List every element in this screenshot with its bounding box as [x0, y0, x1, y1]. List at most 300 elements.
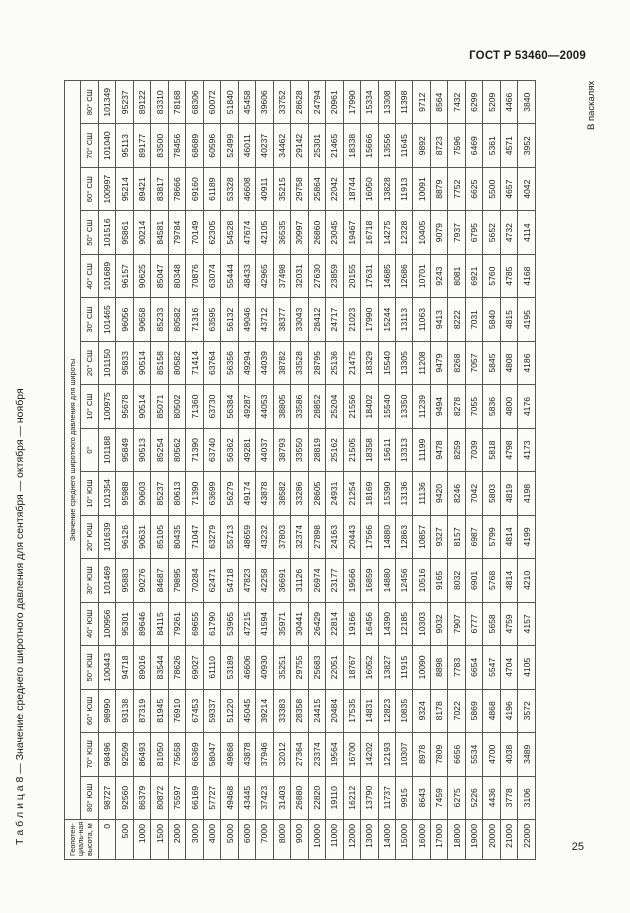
table-row [238, 81, 255, 860]
pressure-cell: 8879 [430, 167, 447, 210]
pressure-cell: 56384 [221, 385, 238, 428]
pressure-cell: 21254 [343, 472, 360, 515]
table-row [116, 81, 133, 860]
pressure-cell: 18169 [361, 472, 378, 515]
pressure-cell: 84581 [151, 211, 168, 254]
pressure-cell: 23045 [326, 211, 343, 254]
pressure-cell: 7907 [448, 602, 465, 645]
pressure-cell: 8564 [430, 81, 447, 125]
table-row [413, 81, 430, 860]
pressure-cell: 84687 [151, 559, 168, 602]
pressure-cell: 49294 [238, 341, 255, 384]
pressure-cell: 16700 [343, 733, 360, 776]
pressure-cell: 27898 [308, 515, 325, 558]
pressure-cell: 90514 [133, 385, 150, 428]
pressure-cell: 19564 [326, 733, 343, 776]
pressure-cell: 80348 [168, 254, 185, 297]
pressure-cell: 96157 [116, 254, 133, 297]
pressure-cell: 7039 [465, 428, 482, 471]
pressure-cell: 14202 [361, 733, 378, 776]
pressure-cell: 12823 [378, 689, 395, 732]
pressure-cell: 85158 [151, 341, 168, 384]
pressure-cell: 11645 [395, 124, 412, 167]
pressure-cell: 4657 [500, 167, 517, 210]
latitude-column-header: 80° ЮШ [81, 776, 99, 819]
pressure-cell: 49468 [221, 776, 238, 819]
pressure-cell: 16050 [361, 167, 378, 210]
pressure-cell: 3778 [500, 776, 517, 819]
pressure-cell: 46608 [238, 167, 255, 210]
pressure-cell: 28795 [308, 341, 325, 384]
pressure-cell: 22814 [326, 602, 343, 645]
pressure-cell: 40911 [256, 167, 273, 210]
pressure-cell: 98727 [99, 776, 116, 819]
table-row [448, 81, 465, 860]
pressure-cell: 4186 [518, 341, 536, 384]
pressure-cell: 13305 [395, 341, 412, 384]
pressure-cell: 16718 [361, 211, 378, 254]
pressure-cell: 55444 [221, 254, 238, 297]
pressure-cell: 28628 [291, 81, 308, 125]
pressure-cell: 53965 [221, 602, 238, 645]
pressure-cell: 22042 [326, 167, 343, 210]
pressure-cell: 4798 [500, 428, 517, 471]
pressure-cell: 28358 [291, 689, 308, 732]
table-row [518, 81, 536, 860]
pressure-cell: 19566 [343, 559, 360, 602]
altitude-cell: 14000 [378, 820, 395, 860]
latitude-column-header: 30° ЮШ [81, 559, 99, 602]
pressure-cell: 6901 [465, 559, 482, 602]
pressure-cell: 101188 [99, 428, 116, 471]
pressure-cell: 23374 [308, 733, 325, 776]
pressure-cell: 95988 [116, 472, 133, 515]
pressure-cell: 90658 [133, 298, 150, 341]
latitude-column-header: 20° ЮШ [81, 515, 99, 558]
pressure-cell: 4173 [518, 428, 536, 471]
pressure-cell: 14880 [378, 559, 395, 602]
pressure-cell: 35215 [273, 167, 290, 210]
pressure-cell: 90603 [133, 472, 150, 515]
pressure-cell: 101639 [99, 515, 116, 558]
pressure-cell: 85047 [151, 254, 168, 297]
latitude-column-header: 70° ЮШ [81, 733, 99, 776]
pressure-cell: 33752 [273, 81, 290, 125]
pressure-cell: 45458 [238, 81, 255, 125]
pressure-cell: 39214 [256, 689, 273, 732]
pressure-cell: 21465 [326, 124, 343, 167]
table-row [326, 81, 343, 860]
pressure-cell: 9032 [430, 602, 447, 645]
pressure-cell: 30441 [291, 602, 308, 645]
latitude-column-header: 60° ЮШ [81, 689, 99, 732]
table-row [395, 81, 412, 860]
pressure-cell: 15244 [378, 298, 395, 341]
pressure-cell: 76910 [168, 689, 185, 732]
pressure-cell: 4210 [518, 559, 536, 602]
pressure-cell: 98990 [99, 689, 116, 732]
pressure-cell: 12185 [395, 602, 412, 645]
pressure-cell: 63740 [203, 428, 220, 471]
pressure-cell: 69160 [186, 167, 203, 210]
table-row [221, 81, 238, 860]
altitude-cell: 16000 [413, 820, 430, 860]
pressure-cell: 37498 [273, 254, 290, 297]
pressure-cell: 5836 [483, 385, 500, 428]
pressure-cell: 10307 [395, 733, 412, 776]
pressure-cell: 6625 [465, 167, 482, 210]
pressure-cell: 7031 [465, 298, 482, 341]
table-row [168, 81, 185, 860]
pressure-cell: 9079 [430, 211, 447, 254]
pressure-cell: 5226 [465, 776, 482, 819]
pressure-cell: 4868 [483, 689, 500, 732]
pressure-cell: 10835 [395, 689, 412, 732]
pressure-cell: 59337 [203, 689, 220, 732]
latitude-column-header: 10° СШ [81, 385, 99, 428]
pressure-cell: 8081 [448, 254, 465, 297]
pressure-cell: 28412 [308, 298, 325, 341]
pressure-cell: 54528 [221, 211, 238, 254]
pressure-cell: 4042 [518, 167, 536, 210]
latitude-column-header: 40° СШ [81, 254, 99, 297]
pressure-cell: 33528 [291, 341, 308, 384]
pressure-cell: 60596 [203, 124, 220, 167]
pressure-cell: 52499 [221, 124, 238, 167]
latitude-column-header: 0° [81, 428, 99, 471]
pressure-cell: 38793 [273, 428, 290, 471]
pressure-cell: 16456 [361, 602, 378, 645]
pressure-cell: 4571 [500, 124, 517, 167]
pressure-cell: 71390 [186, 472, 203, 515]
pressure-cell: 4732 [500, 211, 517, 254]
pressure-cell: 46606 [238, 646, 255, 689]
pressure-cell: 3840 [518, 81, 536, 125]
pressure-cell: 89177 [133, 124, 150, 167]
pressure-cell: 61110 [203, 646, 220, 689]
pressure-cell: 30997 [291, 211, 308, 254]
pressure-cell: 8157 [448, 515, 465, 558]
pressure-cell: 54718 [221, 559, 238, 602]
table-row [291, 81, 308, 860]
pressure-cell: 32012 [273, 733, 290, 776]
pressure-cell: 26974 [308, 559, 325, 602]
pressure-cell: 10701 [413, 254, 430, 297]
pressure-cell: 7055 [465, 385, 482, 428]
pressure-cell: 86379 [133, 776, 150, 819]
pressure-cell: 25301 [308, 124, 325, 167]
pressure-cell: 27630 [308, 254, 325, 297]
altitude-cell: 3000 [186, 820, 203, 860]
pressure-cell: 14275 [378, 211, 395, 254]
pressure-cell: 20155 [343, 254, 360, 297]
pressure-cell: 93138 [116, 689, 133, 732]
pressure-cell: 8178 [430, 689, 447, 732]
page-number: 25 [571, 841, 584, 853]
pressure-cell: 3489 [518, 733, 536, 776]
pressure-cell: 4819 [500, 472, 517, 515]
pressure-cell: 36691 [273, 559, 290, 602]
pressure-cell: 85237 [151, 472, 168, 515]
table-row [465, 81, 482, 860]
pressure-cell: 18329 [361, 341, 378, 384]
table-row [203, 81, 220, 860]
pressure-cell: 24717 [326, 298, 343, 341]
altitude-header: Геопотен-циаль-ная высота, м [65, 820, 99, 860]
pressure-cell: 90276 [133, 559, 150, 602]
pressure-cell: 9324 [413, 689, 430, 732]
pressure-cell: 39606 [256, 81, 273, 125]
pressure-cell: 4105 [518, 646, 536, 689]
pressure-cell: 87319 [133, 689, 150, 732]
pressure-cell: 8259 [448, 428, 465, 471]
pressure-cell: 8278 [448, 385, 465, 428]
pressure-cell: 83817 [151, 167, 168, 210]
pressure-cell: 81050 [151, 733, 168, 776]
pressure-cell: 11398 [395, 81, 412, 125]
pressure-cell: 22820 [308, 776, 325, 819]
pressure-cell: 4815 [500, 298, 517, 341]
altitude-cell: 8000 [273, 820, 290, 860]
pressure-cell: 43445 [238, 776, 255, 819]
pressure-cell: 15334 [361, 81, 378, 125]
units-note: В паскалях [586, 80, 597, 130]
pressure-cell: 15390 [378, 472, 395, 515]
pressure-cell: 85233 [151, 298, 168, 341]
pressure-cell: 90625 [133, 254, 150, 297]
pressure-cell: 5547 [483, 646, 500, 689]
pressure-cell: 4800 [500, 385, 517, 428]
altitude-cell: 1500 [151, 820, 168, 860]
pressure-cell: 95883 [116, 559, 133, 602]
pressure-cell: 33550 [291, 428, 308, 471]
altitude-cell: 11000 [326, 820, 343, 860]
pressure-cell: 13827 [378, 646, 395, 689]
pressure-cell: 40237 [256, 124, 273, 167]
pressure-cell: 62471 [203, 559, 220, 602]
pressure-cell: 11915 [395, 646, 412, 689]
pressure-cell: 56279 [221, 472, 238, 515]
pressure-cell: 9915 [395, 776, 412, 819]
pressure-cell: 14880 [378, 515, 395, 558]
pressure-cell: 4168 [518, 254, 536, 297]
pressure-cell: 8898 [430, 646, 447, 689]
pressure-cell: 86493 [133, 733, 150, 776]
pressure-cell: 35971 [273, 602, 290, 645]
pressure-cell: 7022 [448, 689, 465, 732]
pressure-cell: 63699 [203, 472, 220, 515]
pressure-cell: 94718 [116, 646, 133, 689]
pressure-cell: 45045 [238, 689, 255, 732]
pressure-cell: 15666 [361, 124, 378, 167]
pressure-cell: 5760 [483, 254, 500, 297]
altitude-cell: 4000 [203, 820, 220, 860]
pressure-cell: 80613 [168, 472, 185, 515]
pressure-cell: 4195 [518, 298, 536, 341]
altitude-cell: 2000 [168, 820, 185, 860]
pressure-cell: 7752 [448, 167, 465, 210]
pressure-cell: 13828 [378, 167, 395, 210]
pressure-cell: 100443 [99, 646, 116, 689]
pressure-cell: 56356 [221, 341, 238, 384]
pressure-cell: 32031 [291, 254, 308, 297]
pressure-cell: 8032 [448, 559, 465, 602]
pressure-cell: 20484 [326, 689, 343, 732]
pressure-cell: 33383 [273, 689, 290, 732]
pressure-cell: 26880 [291, 776, 308, 819]
pressure-cell: 11063 [413, 298, 430, 341]
pressure-cell: 5500 [483, 167, 500, 210]
pressure-cell: 80562 [168, 428, 185, 471]
pressure-cell: 63074 [203, 254, 220, 297]
pressure-cell: 13136 [395, 472, 412, 515]
pressure-cell: 36535 [273, 211, 290, 254]
table-row [133, 81, 150, 860]
pressure-cell: 63279 [203, 515, 220, 558]
pressure-cell: 9243 [430, 254, 447, 297]
pressure-cell: 9479 [430, 341, 447, 384]
pressure-cell: 58047 [203, 733, 220, 776]
pressure-cell: 19110 [326, 776, 343, 819]
pressure-cell: 7057 [465, 341, 482, 384]
pressure-cell: 44053 [256, 385, 273, 428]
pressure-cell: 80872 [151, 776, 168, 819]
pressure-cell: 8222 [448, 298, 465, 341]
latitude-column-header: 70° СШ [81, 124, 99, 167]
pressure-cell: 43878 [256, 472, 273, 515]
pressure-cell: 4199 [518, 515, 536, 558]
altitude-cell: 22000 [518, 820, 536, 860]
pressure-cell: 95113 [116, 124, 133, 167]
pressure-cell: 13350 [395, 385, 412, 428]
pressure-cell: 26429 [308, 602, 325, 645]
pressure-cell: 5768 [483, 559, 500, 602]
pressure-cell: 16859 [361, 559, 378, 602]
pressure-cell: 17566 [361, 515, 378, 558]
pressure-cell: 16212 [343, 776, 360, 819]
pressure-cell: 31126 [291, 559, 308, 602]
pressure-cell: 18338 [343, 124, 360, 167]
pressure-cell: 43232 [256, 515, 273, 558]
pressure-cell: 80582 [168, 298, 185, 341]
pressure-cell: 96056 [116, 298, 133, 341]
pressure-cell: 71390 [186, 428, 203, 471]
pressure-cell: 24163 [326, 515, 343, 558]
pressure-cell: 38805 [273, 385, 290, 428]
pressure-cell: 18358 [361, 428, 378, 471]
altitude-cell: 0 [99, 820, 116, 860]
pressure-cell: 4700 [483, 733, 500, 776]
pressure-cell: 5840 [483, 298, 500, 341]
pressure-cell: 3952 [518, 124, 536, 167]
altitude-cell: 1000 [133, 820, 150, 860]
pressure-cell: 51220 [221, 689, 238, 732]
altitude-cell: 9000 [291, 820, 308, 860]
pressure-cell: 10405 [413, 211, 430, 254]
pressure-cell: 66169 [186, 776, 203, 819]
pressure-cell: 4466 [500, 81, 517, 125]
pressure-cell: 95214 [116, 167, 133, 210]
pressure-cell: 8643 [413, 776, 430, 819]
pressure-cell: 66369 [186, 733, 203, 776]
pressure-cell: 38582 [273, 472, 290, 515]
pressure-cell: 24415 [308, 689, 325, 732]
latitude-column-header: 50° ЮШ [81, 646, 99, 689]
pressure-cell: 78456 [168, 124, 185, 167]
pressure-cell: 11136 [413, 472, 430, 515]
pressure-cell: 6275 [448, 776, 465, 819]
pressure-cell: 85105 [151, 515, 168, 558]
table-row [483, 81, 500, 860]
pressure-cell: 46011 [238, 124, 255, 167]
pressure-cell: 95678 [116, 385, 133, 428]
pressure-cell: 11913 [395, 167, 412, 210]
pressure-cell: 101040 [99, 124, 116, 167]
pressure-table [64, 80, 536, 860]
pressure-cell: 56132 [221, 298, 238, 341]
pressure-cell: 95833 [116, 341, 133, 384]
pressure-cell: 9494 [430, 385, 447, 428]
pressure-cell: 25683 [308, 646, 325, 689]
pressure-cell: 33586 [291, 385, 308, 428]
latitude-column-header: 20° СШ [81, 341, 99, 384]
pressure-cell: 98496 [99, 733, 116, 776]
pressure-cell: 22051 [326, 646, 343, 689]
pressure-cell: 47674 [238, 211, 255, 254]
altitude-cell: 6000 [238, 820, 255, 860]
pressure-cell: 18402 [361, 385, 378, 428]
pressure-cell: 71316 [186, 298, 203, 341]
pressure-cell: 92509 [116, 733, 133, 776]
table-row [186, 81, 203, 860]
pressure-cell: 7596 [448, 124, 465, 167]
pressure-cell: 19467 [343, 211, 360, 254]
pressure-cell: 4814 [500, 515, 517, 558]
pressure-cell: 68306 [186, 81, 203, 125]
pressure-cell: 101689 [99, 254, 116, 297]
pressure-cell: 10857 [413, 515, 430, 558]
pressure-cell: 68689 [186, 124, 203, 167]
pressure-cell: 95849 [116, 428, 133, 471]
pressure-cell: 80435 [168, 515, 185, 558]
pressure-cell: 15611 [378, 428, 395, 471]
latitude-column-header: 40° ЮШ [81, 602, 99, 645]
table-caption: Т а б л и ц а 8 — Значение среднего широтного давления для сентября — октября — ноября [14, 388, 26, 845]
pressure-cell: 6299 [465, 81, 482, 125]
pressure-cell: 33043 [291, 298, 308, 341]
pressure-cell: 4814 [500, 559, 517, 602]
pressure-cell: 83310 [151, 81, 168, 125]
pressure-cell: 100956 [99, 602, 116, 645]
pressure-cell: 7459 [430, 776, 447, 819]
pressure-cell: 9478 [430, 428, 447, 471]
pressure-cell: 101516 [99, 211, 116, 254]
pressure-cell: 20443 [343, 515, 360, 558]
pressure-cell: 67453 [186, 689, 203, 732]
pressure-cell: 101354 [99, 472, 116, 515]
pressure-cell: 6654 [465, 646, 482, 689]
altitude-cell: 20000 [483, 820, 500, 860]
pressure-cell: 89122 [133, 81, 150, 125]
pressure-cell: 37803 [273, 515, 290, 558]
pressure-cell: 10090 [413, 646, 430, 689]
pressure-cell: 62305 [203, 211, 220, 254]
pressure-cell: 28852 [308, 385, 325, 428]
pressure-cell: 70876 [186, 254, 203, 297]
pressure-cell: 12193 [378, 733, 395, 776]
pressure-cell: 4808 [500, 341, 517, 384]
table-row [256, 81, 273, 860]
